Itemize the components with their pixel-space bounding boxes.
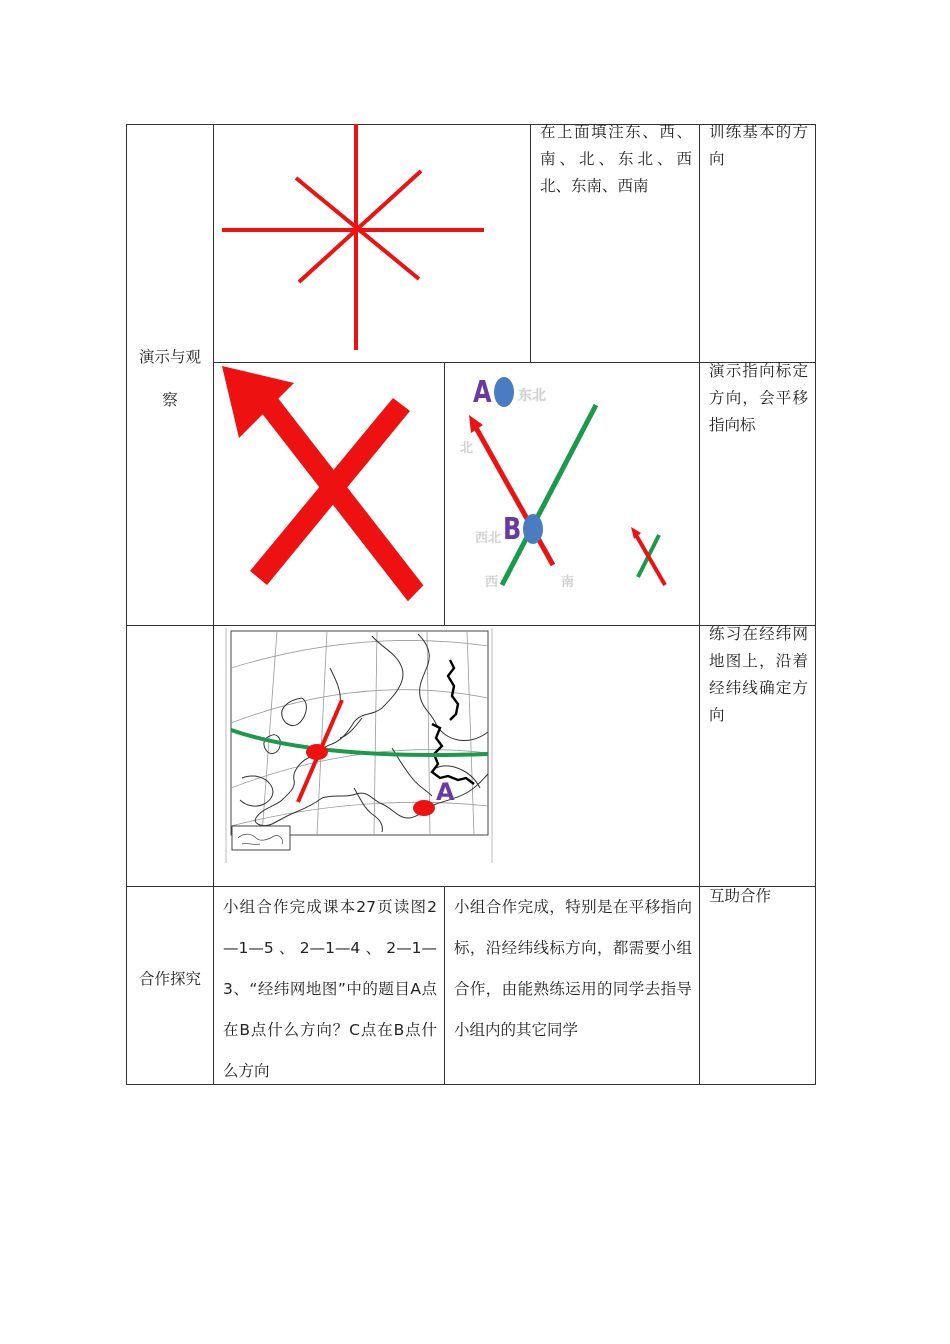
point-a-label: A — [473, 375, 492, 410]
table-border-right — [815, 124, 816, 1085]
table-col-divider-2a — [530, 124, 531, 362]
label-south: 南 — [561, 575, 575, 590]
row2-intent-text: 演示指向标定方向，会平移指向标 — [709, 362, 808, 434]
row4-content-text: 小组合作完成课本27页读图2—1—5、2—1—4、2—1—3、“经纬网地图”中的题目A点在B点什么方向？C点在B点什么方向 — [223, 898, 437, 1080]
table-col-divider-2c — [444, 886, 445, 1084]
table-border-left — [126, 124, 127, 1085]
map-label-a: A — [436, 778, 455, 806]
label-northwest: 西北 — [475, 531, 502, 546]
row4-activity-text: 小组合作完成，特别是在平移指向标，沿经纬线标方向，都需要小组合作，由能熟练运用的同学去指导小组内的其它同学 — [454, 898, 692, 1039]
compass-star-diagram — [214, 124, 514, 354]
map-point-a — [413, 800, 435, 816]
label-north: 北 — [460, 441, 474, 456]
graticule-map — [222, 628, 498, 863]
row1-intent-text: 训练基本的方向 — [709, 123, 808, 168]
point-b-label: B — [503, 512, 522, 547]
row4-intent-text: 互助合作 — [709, 887, 772, 905]
small-red-line — [636, 535, 665, 585]
row1-activity-text: 在上面填注东、西、南、北、东北、西北、东南、西南 — [540, 123, 692, 195]
north-pointer-x-diagram — [214, 363, 444, 625]
map-point-b — [306, 744, 328, 760]
table-col-divider-3 — [699, 124, 700, 1085]
section-label-cooperate-explore: 合作探究 — [138, 970, 201, 988]
row3-intent-text: 练习在经纬网地图上，沿着经纬线确定方向 — [709, 625, 808, 724]
point-b-circle — [523, 514, 543, 544]
label-northeast: 东北 — [518, 388, 546, 404]
pointer-translation-diagram — [445, 363, 698, 624]
point-a-circle — [494, 377, 514, 407]
section-label-demo-observe: 演示与观察 — [138, 348, 201, 409]
label-west: 西 — [485, 575, 499, 590]
pointer-bar-northwest — [261, 396, 424, 602]
